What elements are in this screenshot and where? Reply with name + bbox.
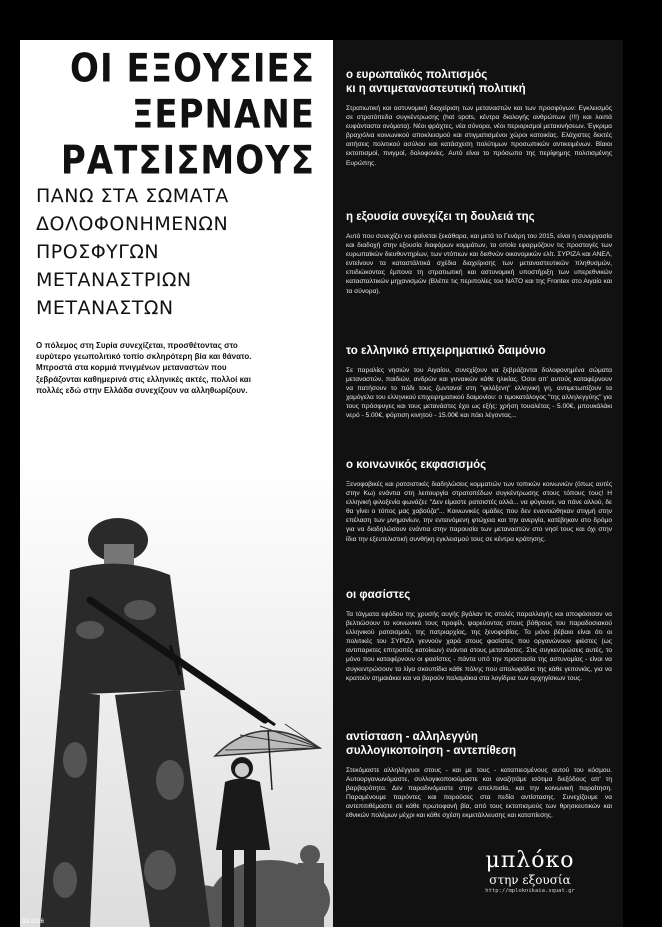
section-body: Στρατιωτική και αστυνομική διαχείριση των μεταναστών και των προσφύγων: Εγκλεισμός σε στρατόπεδα συγκέντρωσης (hot spots, κέντρα διαλογής ανθρώπων (!!!) και λοιπά ευφάνταστα ονόματα). Νέοι φράχτες, νέα σύνορα, νέοι περιορισμοί μετακινήσεων. Έγκριμα βραχιόλια κοινωνικού αποκλεισμού και στιγματισμένοι χώροι κατοικίας. Ελάχιστες δεκτές αιτήσεις πολιτικού ασύλου και κατάσχεση πολύτιμων προσωπικών αντικειμένων. Βίαιοι εκτοπισμοί, πνιγμοί, δολοφονίες. Αυτό είναι το πρόσωπο της περίφημης πολιτισμένης Ευρώπης. [346, 105, 612, 167]
subtitle-line: ΜΕΤΑΝΑΣΤΩΝ [36, 297, 174, 319]
section-heading: το ελληνικό επιχειρηματικό δαιμόνιο [346, 345, 546, 357]
logo-url[interactable]: http://mploknikaia.squat.gr [485, 888, 575, 894]
print-date: 03-2016 [22, 919, 45, 925]
logo-line-2: στην εξουσία [489, 873, 571, 887]
section-fascists [346, 588, 612, 683]
section-heading: ο κοινωνικός εκφασισμός [346, 459, 487, 471]
section-body: Ξενοφοβικές και ρατσιστικές διαδηλώσεις κομματιών των τοπικών κοινωνιών (όπως αυτές στην Κω) ενάντια στη λειτουργία στρατοπέδων συγκέντρωσης στους τόπους τους! Η ελληνική φιλοξενία φωνάζει: "Δεν είμαστε ρατσιστές αλλά... να φύγουνε, να πάνε αλλού, δε θα γίνει ο τόπος μας χαβούζα"... Κοινωνικές ομάδες που δεν εναντιώθηκαν στιγμή στην επέλαση των μνημονίων, την εντεινόμενη φτώχεια και την ανεργία, κατέβηκαν στο δρόμο για να διαδηλώσουν ενάντια στην παρουσία των μεταναστών στο νησί τους και όχι στην ίδια την εξευτελιστική συνθήκη εγκλεισμού τους σε κέντρα κράτησης. [346, 481, 612, 543]
group-logo [455, 849, 605, 895]
subtitle-line: ΠΡΟΣΦΥΓΩΝ [36, 241, 160, 263]
subtitle-line: ΠΑΝΩ ΣΤΑ ΣΩΜΑΤΑ [36, 185, 229, 207]
section-heading: ο ευρωπαϊκός πολιτισμός κι η αντιμεταναστευτική πολιτική [346, 69, 526, 95]
poster-subtitle [36, 182, 326, 322]
right-column [333, 40, 623, 927]
intro-paragraph: Ο πόλεμος στη Συρία συνεχίζεται, προσθέτοντας στο ευρύτερο γεωπολιτικό τοπίο σκληρότερη βία και θάνατο. Μπροστά στα κορμιά πνιγμένων μεταναστών που ξεβράζονται καθημερινά στις ελληνικές ακτές, πολλοί και πολλές εδώ στην Ελλάδα συνεχίζουν να αλληθωρίζουν. [36, 341, 252, 395]
left-panel [20, 40, 333, 927]
section-heading: η εξουσία συνεχίζει τη δουλειά της [346, 211, 535, 223]
section-body: Τα τάγματα εφόδου της χρυσής αυγής βγάλαν τις στολές παραλλαγής και αποφάσισαν να βελτιώσουν το κοινωνικό τους προφίλ, ψαρεύοντας στους βόθρους του παραδοσιακού ελληνικού ρατσισμού, της πατριαρχίας, της ξενοφοβίας. Το μόνο βέβαιο είναι ότι οι πολιτικές του ΣΥΡΙΖΑ γεννούν χαρά στους φασίστες που οργανώνουν φιέστες (ως αντιπαρκτες επιτροπές κατοίκων) ενάντια στους μετανάστες. Στις συγκεντρώσεις αυτές, το μόνο που καταφέρνουν οι φασίστες - πάντα υπό την προστασία της αστυνομίας - είναι να συγκεντρώσουν τα λίγα σκουπίδια κάθε πόλης που απολυφάδια της κάθε γειτονιάς, για να κρατούν σημαιάκια και να βαρούν παλαμάκια στα λογίδρια των αρχηγίσκων τους. [346, 611, 612, 682]
logo-line-1: μπλόκο [485, 848, 575, 873]
subtitle-line: ΔΟΛΟΦΟΝΗΜΕΝΩΝ [36, 213, 229, 235]
section-body: Αυτό που συνεχίζει να φαίνεται ξεκάθαρα, και μετά το Γενάρη του 2015, είναι η συνεργασία και διαδοχή στην εξουσία διαφόρων κομμάτων, τα οποία εφαρμόζουν τις προσταγές των ευρωπαϊκών διευθυντηρίων, των ντόπιων και διεθνών οικονομικών ελίτ. ΣΥΡΙΖΑ και ΑΝΕΛ, εντείνουν τα καταστάλτικά σχέδια διαχείρισης των μεταναστευτικών πληθυσμών, επιδιώκοντας έμπονα τη στρατιωτική και αστυνομική υποστήριξη των υπερεθνικών κατασταλτικών μηχανισμών (Βλέπε τις περιπολίες του ΝΑΤΟ και της Frontex στο Αιγαίο και τα σύνορα). [346, 233, 612, 295]
section-body: Στεκόμαστε αλληλέγγυοι στους - και με τους - καταπιεσμένους αυτού του κόσμου. Αυτοοργανωνόμαστε, συλλογικοποιούμαστε και αναζητάμε ισότιμα διεξόδους απ' τη βαρβαρότητα. Δεν παραδινόμαστε στην απελπισία, και την κοινωνική παραίτηση. Παραμένουμε παρόντες και παρούσες στα πεδία αντίστασης. Συνεχίζουμε να αντεπιτιθέμαστε σε κάθε πρωτοφανή βία, από τους εκτοπισμούς των θρησκευτικών και εθνικών πολέμων μέχρι και κάθε σχέση εκμετάλλευσης και καταπίεσης. [346, 767, 612, 820]
section-resistance [346, 730, 612, 821]
section-european-civilization [346, 68, 612, 168]
section-social-fascism [346, 458, 612, 544]
soldier-and-crowd-photo [20, 460, 333, 927]
subtitle-line: ΜΕΤΑΝΑΣΤΡΙΩΝ [36, 269, 192, 291]
section-heading: οι φασίστες [346, 589, 411, 601]
section-power-continues [346, 210, 612, 296]
title-line: ΞΕΡΝΑΝΕ [131, 92, 315, 138]
title-line: ΟΙ ΕΞΟΥΣΙΕΣ [70, 46, 315, 92]
section-body: Σε παραλίες νησιών του Αιγαίου, συνεχίζουν να ξεβράζονται δολοφονημένα σώματα μεταναστών, παιδιών, ανδρών και γυναικών κάθε ηλικίας. Όσοι απ' αυτούς καταφέρνουν να πατήσουν το πόδι τους ζωντανοί στη "φιλόξενη" ελληνική γη, αντιμετωπίζουν τα χαμόγελα του ελληνικού επιχειρηματικού δαιμονίου: ο τιμοκατάλογος "της αλληλεγγύης" για τους πρόσφυγες και τους μετανάστες έχει ως εξής: χρήση τουαλέτας - 5.00€, μπουκάλάκι νερό - 5.00€, φόρτιση κινητού - 15.00€ και πάει λέγοντας... [346, 367, 612, 420]
poster-title [20, 46, 315, 184]
section-heading: αντίσταση - αλληλεγγύη συλλογικοποίηση - αντεπίθεση [346, 731, 517, 757]
title-line: ΡΑΤΣΙΣΜΟΥΣ [60, 138, 315, 184]
section-greek-business-spirit [346, 344, 612, 421]
